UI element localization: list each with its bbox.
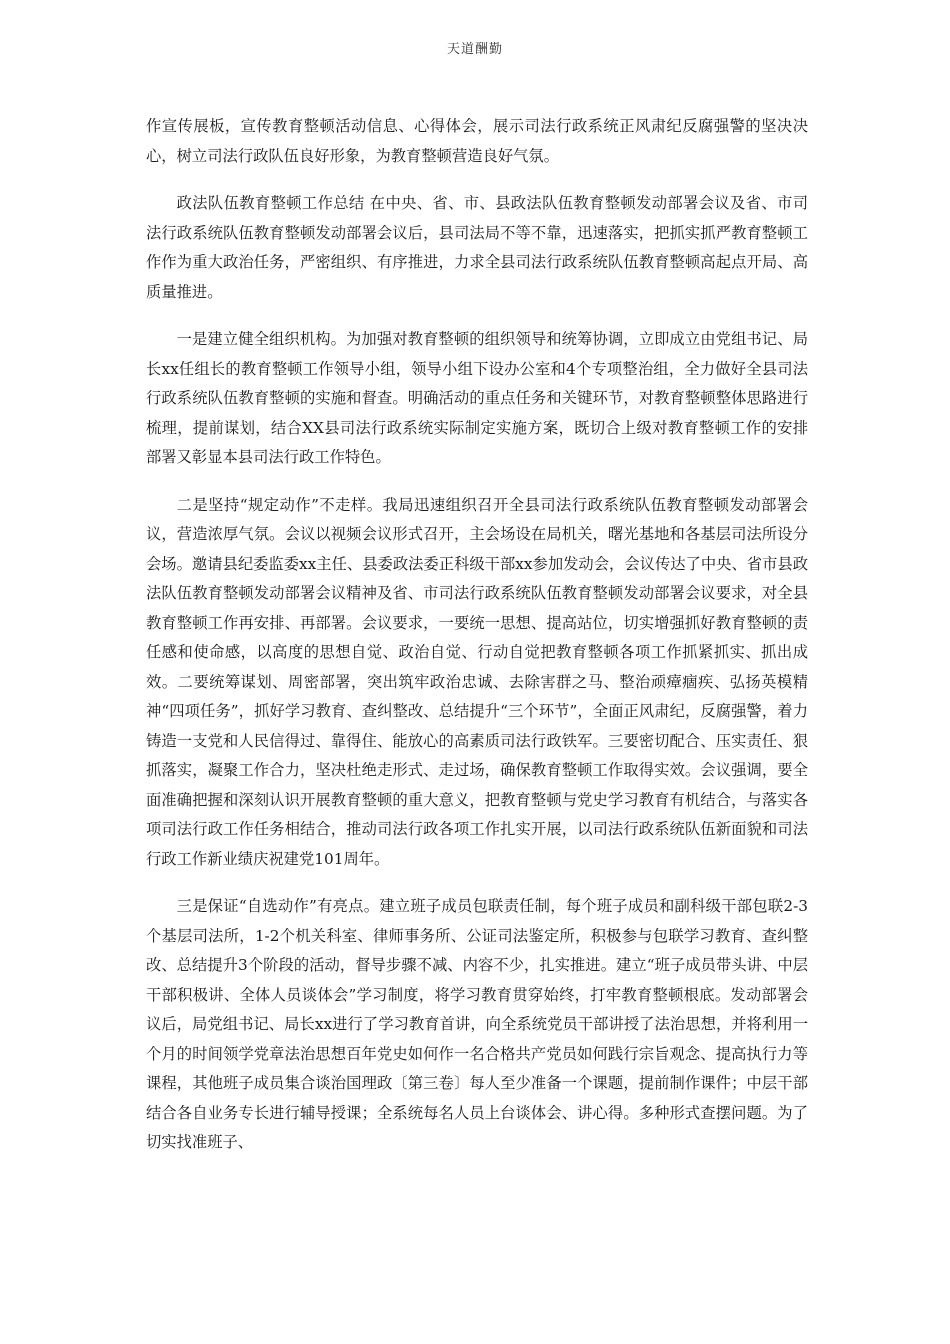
page-header: 天道酬勤 [446,42,503,57]
document-body [146,112,808,1176]
paragraph-optional-actions: 三是保证“自选动作”有亮点。建立班子成员包联责任制，每个班子成员和副科级干部包联2-3个基层司法所，1-2个机关科室、律师事务所、公证司法鉴定所，积极参与包联学习教育、查纠整改、总结提升3个阶段的活动，督导步骤不减、内容不少，扎实推进。建立“班子成员带头讲、中层干部积极讲、全体人员谈体会”学习制度，将学习教育贯穿始终，打牢教育整顿根底。发动部署会议后，局党组书记、局长xx进行了学习教育首讲，向全系统党员干部讲授了法治思想，并将利用一个月的时间领学党章法治思想百年党史如何作一名合格共产党员如何践行宗旨观念、提高执行力等课程，其他班子成员集合谈治国理政〔第三卷〕每人至少准备一个课题，提前制作课件；中层干部结合各自业务专长进行辅导授课；全系统每名人员上台谈体会、讲心得。多种形式查摆问题。为了切实找准班子、 [146,897,808,1151]
paragraph-summary-intro: 政法队伍教育整顿工作总结 在中央、省、市、县政法队伍教育整顿发动部署会议及省、市司法行政系统队伍教育整顿发动部署会议后，县司法局不等不靠，迅速落实，把抓实抓严教育整顿工作作为重大政治任务，严密组织、有序推进，力求全县司法行政系统队伍教育整顿高起点开局、高质量推进。 [146,194,808,301]
paragraph-continuation: 作宣传展板，宣传教育整顿活动信息、心得体会，展示司法行政系统正风肃纪反腐强警的坚决决心，树立司法行政队伍良好形象，为教育整顿营造良好气氛。 [146,117,808,165]
paragraph-organization: 一是建立健全组织机构。为加强对教育整顿的组织领导和统筹协调，立即成立由党组书记、局长xx任组长的教育整顿工作领导小组，领导小组下设办公室和4个专项整治组，全力做好全县司法行政系统队伍教育整顿的实施和督查。明确活动的重点任务和关键环节，对教育整顿整体思路进行梳理，提前谋划，结合XX县司法行政系统实际制定实施方案，既切合上级对教育整顿工作的安排部署又彰显本县司法行政工作特色。 [146,330,808,466]
paragraph-required-actions: 二是坚持“规定动作”不走样。我局迅速组织召开全县司法行政系统队伍教育整顿发动部署会议，营造浓厚气氛。会议以视频会议形式召开，主会场设在局机关，曙光基地和各基层司法所设分会场。邀请县纪委监委xx主任、县委政法委正科级干部xx参加发动会，会议传达了中央、省市县政法队伍教育整顿发动部署会议精神及省、市司法行政系统队伍教育整顿发动部署会议要求，对全县教育整顿工作再安排、再部署。会议要求，一要统一思想、提高站位，切实增强抓好教育整顿的责任感和使命感，以高度的思想自觉、政治自觉、行动自觉把教育整顿各项工作抓紧抓实、抓出成效。二要统筹谋划、周密部署，突出筑牢政治忠诚、去除害群之马、整治顽瘴痼疾、弘扬英模精神“四项任务”，抓好学习教育、查纠整改、总结提升“三个环节”，全面正风肃纪，反腐强警，着力铸造一支党和人民信得过、靠得住、能放心的高素质司法行政铁军。三要密切配合、压实责任、狠抓落实，凝聚工作合力，坚决杜绝走形式、走过场，确保教育整顿工作取得实效。会议强调，要全面准确把握和深刻认识开展教育整顿的重大意义，把教育整顿与党史学习教育有机结合，与落实各项司法行政工作任务相结合，推动司法行政各项工作扎实开展，以司法行政系统队伍新面貌和司法行政工作新业绩庆祝建党101周年。 [146,495,808,868]
